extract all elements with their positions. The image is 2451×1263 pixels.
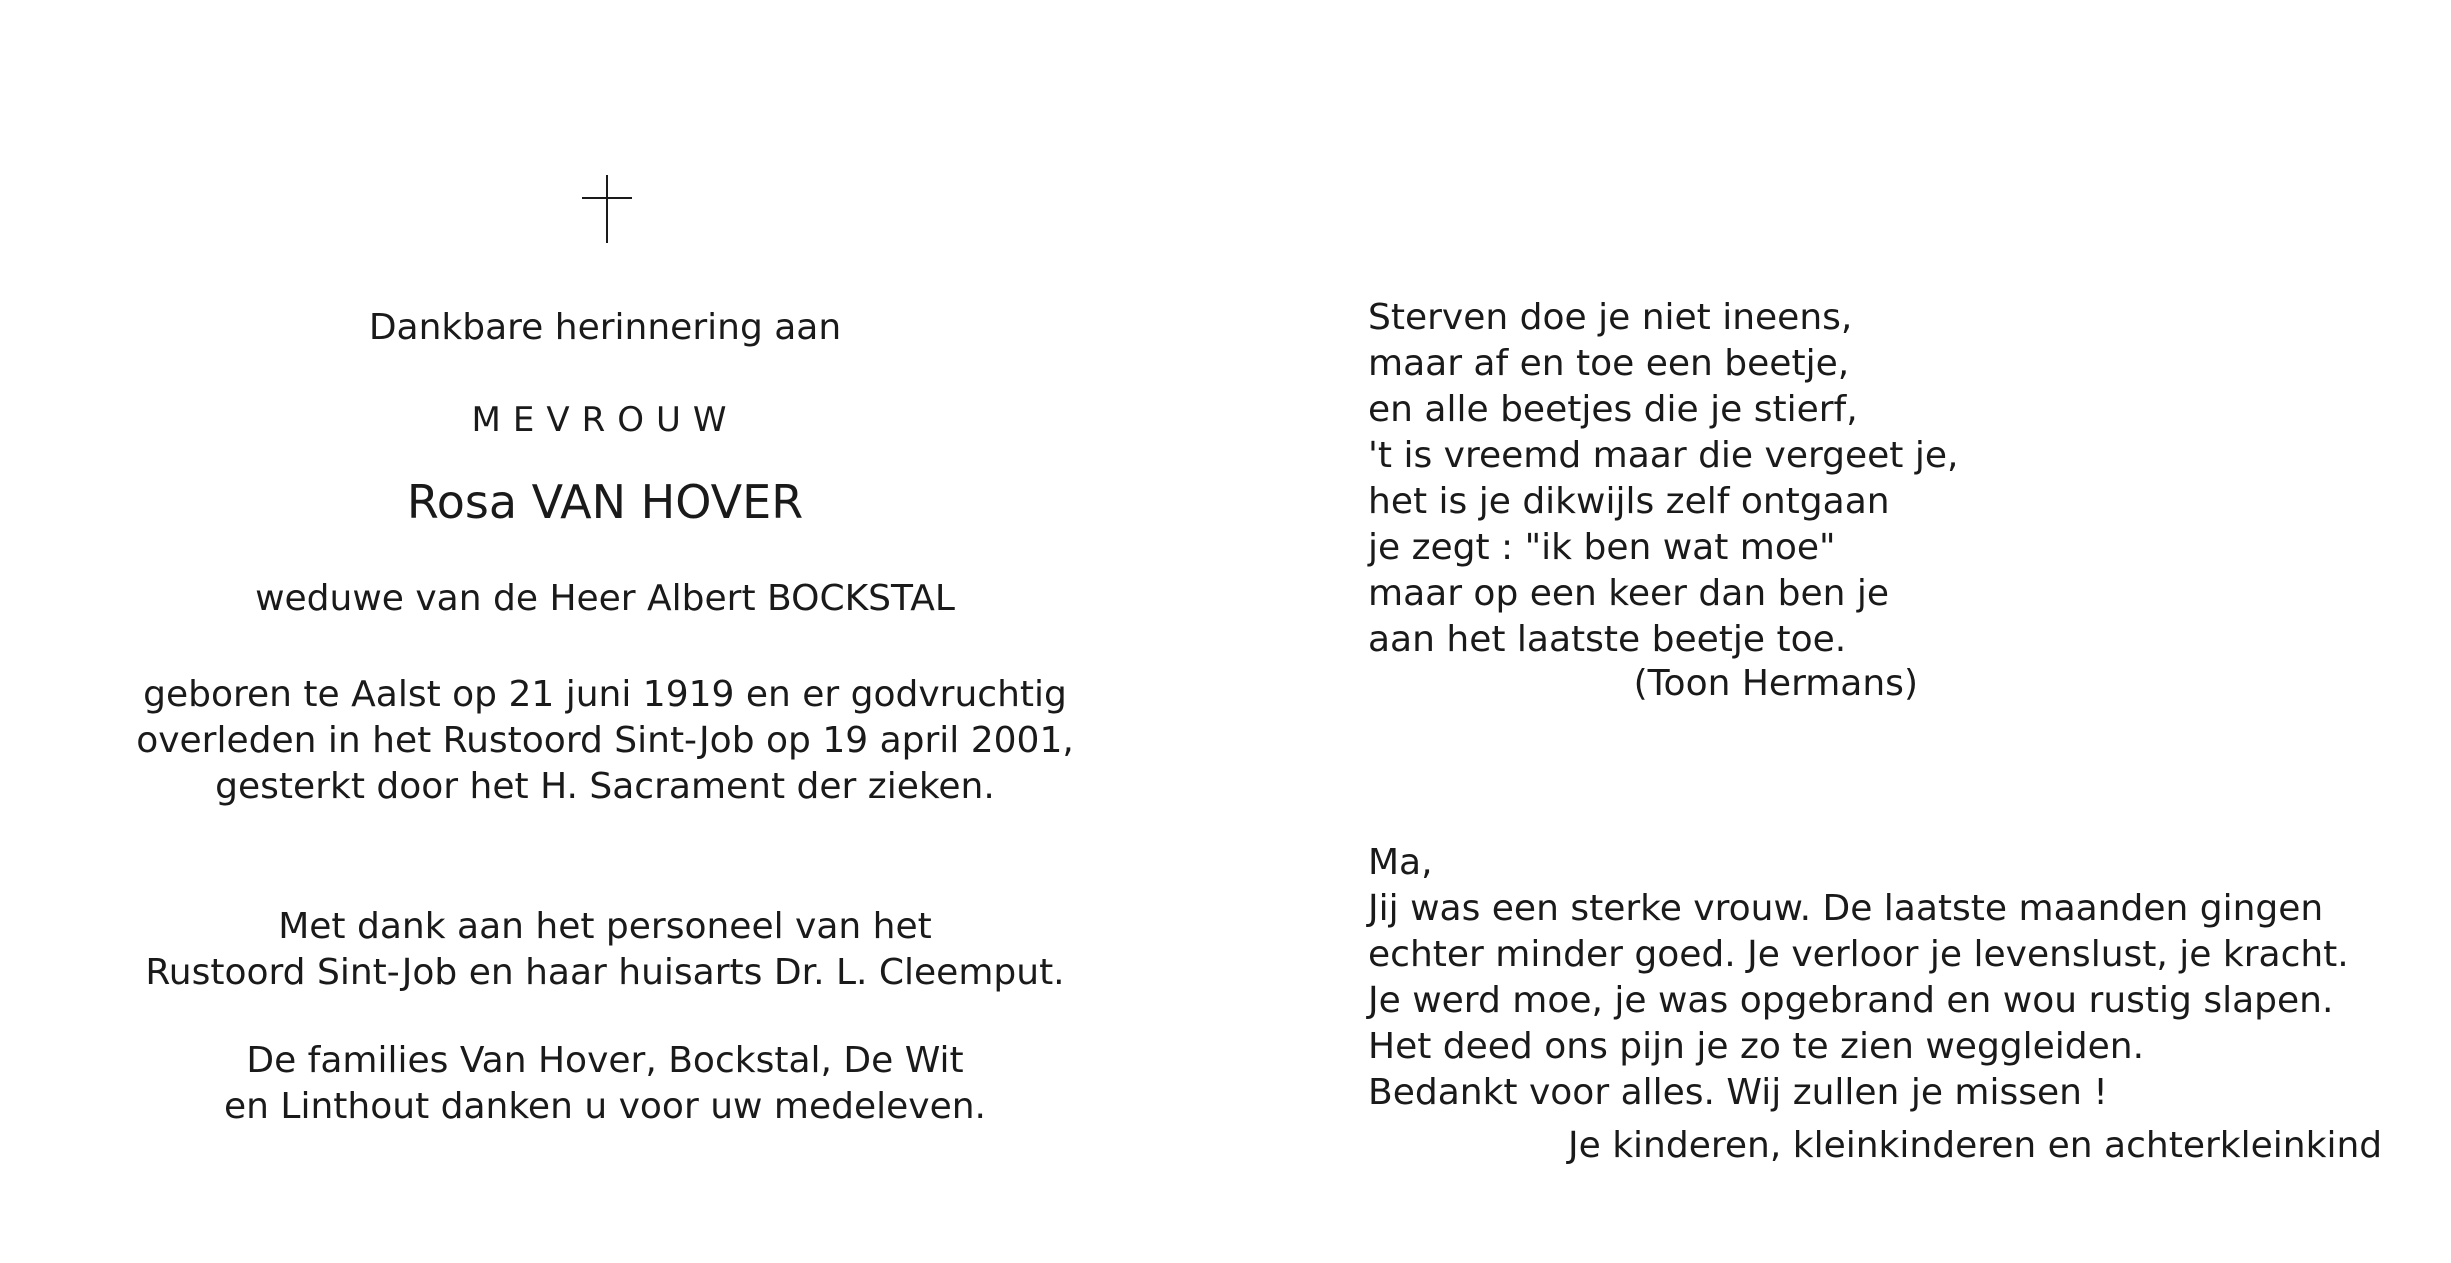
signature: Je kinderen, kleinkinderen en achterkleinkind [1568,1125,2383,1166]
widow-text: weduwe van de Heer Albert BOCKSTAL [255,578,955,619]
thanks-line: Rustoord Sint-Job en haar huisarts Dr. L. Cleemput. [145,952,1065,993]
deceased-name: Rosa VAN HOVER [406,475,804,529]
bio-block [120,672,1090,810]
poem-line: Sterven doe je niet ineens, [1368,297,1853,338]
thanks-line: Met dank aan het personeel van het [278,906,932,947]
bio-line: overleden in het Rustoord Sint-Job op 19 april 2001, [136,720,1074,761]
message-line: Jij was een sterke vrouw. De laatste maanden gingen [1368,888,2324,929]
families-line: De families Van Hover, Bockstal, De Wit [246,1040,964,1081]
bio-line: gesterkt door het H. Sacrament der zieken. [215,766,995,807]
poem-line: het is je dikwijls zelf ontgaan [1368,481,1890,522]
message-line: Je werd moe, je was opgebrand en wou rustig slapen. [1368,980,2334,1021]
message-line: Het deed ons pijn je zo te zien weggleiden. [1368,1026,2145,1067]
bio-line: geboren te Aalst op 21 juni 1919 en er godvruchtig [143,674,1067,715]
poem-line: en alle beetjes die je stierf, [1368,389,1858,430]
intro-text: Dankbare herinnering aan [368,307,842,348]
message-line: echter minder goed. Je verloor je levenslust, je kracht. [1368,934,2349,975]
message-line: Ma, [1368,842,1433,883]
message-block [1368,840,2349,1116]
families-line: en Linthout danken u voor uw medeleven. [224,1086,986,1127]
title-text: MEVROUW [471,400,739,440]
thanks-block [120,904,1090,996]
poem-author: (Toon Hermans) [1633,663,1918,704]
message-line: Bedankt voor alles. Wij zullen je missen ! [1368,1072,2108,1113]
poem-line: je zegt : "ik ben wat moe" [1368,527,1836,568]
poem-line: 't is vreemd maar die vergeet je, [1368,435,1959,476]
cross-icon [582,175,632,243]
right-panel [1368,0,2383,1263]
families-block [120,1038,1090,1130]
left-panel [120,0,1090,1263]
poem-block [1368,295,1958,663]
poem-line: maar op een keer dan ben je [1368,573,1889,614]
poem-line: aan het laatste beetje toe. [1368,619,1847,660]
poem-line: maar af en toe een beetje, [1368,343,1850,384]
